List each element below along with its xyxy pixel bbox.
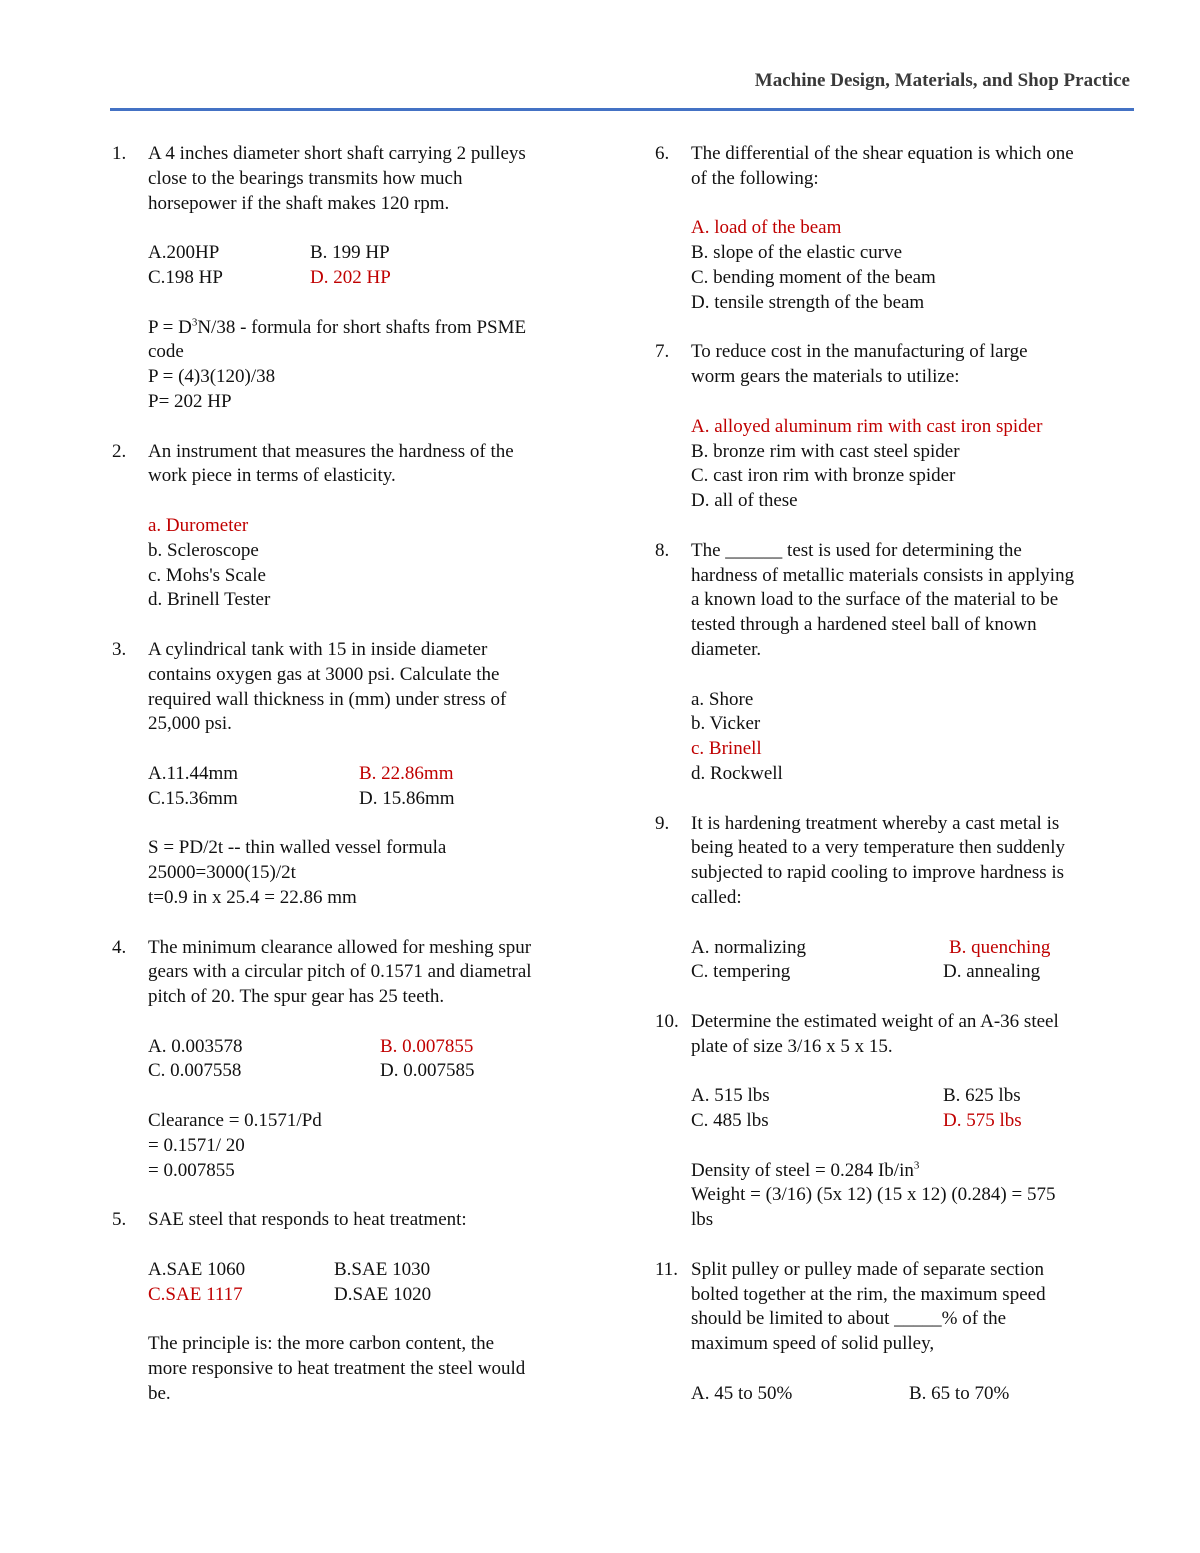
option-a: A. normalizing bbox=[691, 936, 807, 958]
answer-options bbox=[691, 1084, 1140, 1134]
correct-answer: B. 0.007855 bbox=[380, 1035, 474, 1057]
option-d: D. all of these bbox=[691, 490, 798, 512]
question-5 bbox=[112, 1208, 592, 1406]
option-c: C. cast iron rim with bronze spider bbox=[691, 465, 956, 487]
question-stem: A 4 inches diameter short shaft carrying 2 pulleys close to the bearings transmits how much horsepower if the shaft makes 120 rpm. bbox=[148, 143, 526, 214]
option-b: B. bronze rim with cast steel spider bbox=[691, 440, 960, 462]
option-c: C. bending moment of the beam bbox=[691, 266, 936, 288]
question-number: 4. bbox=[112, 936, 127, 958]
question-number: 11. bbox=[655, 1258, 679, 1280]
question-stem: It is hardening treatment whereby a cast metal is being heated to a very temperature then suddenly subjected to rapid cooling to improve hardness is called: bbox=[691, 812, 1066, 908]
correct-answer: c. Brinell bbox=[691, 738, 762, 760]
solution: Clearance = 0.1571/Pd = 0.1571/ 20 = 0.007855 bbox=[148, 1110, 322, 1181]
question-8 bbox=[655, 539, 1140, 787]
question-number: 3. bbox=[112, 638, 127, 660]
option-b: b. Vicker bbox=[691, 713, 761, 735]
option-c: c. Mohs's Scale bbox=[148, 564, 266, 586]
question-7 bbox=[655, 340, 1140, 514]
question-10 bbox=[655, 1010, 1140, 1233]
option-b: B.SAE 1030 bbox=[334, 1258, 431, 1280]
question-stem: A cylindrical tank with 15 in inside diameter contains oxygen gas at 3000 psi. Calculate the required wall thickness in (mm) under stress of 25,000 psi. bbox=[148, 638, 507, 735]
question-6 bbox=[655, 142, 1140, 316]
option-d: D. 0.007585 bbox=[380, 1060, 475, 1082]
answer-options bbox=[148, 1258, 592, 1308]
page-title: Machine Design, Materials, and Shop Practice bbox=[754, 70, 1130, 91]
option-c: C. 0.007558 bbox=[148, 1060, 242, 1082]
correct-answer: D. 202 HP bbox=[310, 266, 391, 288]
option-b: B. 625 lbs bbox=[943, 1085, 1021, 1107]
question-11 bbox=[655, 1258, 1140, 1407]
option-a: A. 0.003578 bbox=[148, 1035, 243, 1057]
question-stem: SAE steel that responds to heat treatment: bbox=[148, 1209, 467, 1231]
question-number: 9. bbox=[655, 812, 670, 834]
option-a: A. 45 to 50% bbox=[691, 1382, 793, 1404]
question-stem: The minimum clearance allowed for meshing spur gears with a circular pitch of 0.1571 and diametral pitch of 20. The spur gear has 25 teeth. bbox=[148, 936, 532, 1008]
solution: The principle is: the more carbon content, the more responsive to heat treatment the steel would be. bbox=[148, 1333, 526, 1404]
question-stem: Determine the estimated weight of an A-36 steel plate of size 3/16 x 5 x 15. bbox=[691, 1010, 1059, 1057]
option-b: b. Scleroscope bbox=[148, 539, 259, 561]
question-stem: To reduce cost in the manufacturing of large worm gears the materials to utilize: bbox=[691, 341, 1028, 388]
question-number: 2. bbox=[112, 440, 127, 462]
answer-options bbox=[148, 1035, 592, 1085]
option-c: C. 485 lbs bbox=[691, 1110, 769, 1132]
question-stem: Split pulley or pulley made of separate section bolted together at the rim, the maximum speed should be limited to about _____% of the maximum speed of solid pulley, bbox=[691, 1258, 1046, 1355]
option-c: C.15.36mm bbox=[148, 787, 238, 809]
answer-options bbox=[691, 216, 1140, 315]
answer-options bbox=[691, 936, 1140, 986]
answer-options bbox=[691, 1382, 1140, 1407]
answer-options bbox=[148, 514, 592, 613]
right-column bbox=[655, 142, 1140, 1407]
option-d: D. tensile strength of the beam bbox=[691, 291, 925, 313]
option-c: C. tempering bbox=[691, 961, 791, 983]
question-number: 8. bbox=[655, 539, 670, 561]
question-number: 6. bbox=[655, 143, 670, 164]
solution: Density of steel = 0.284 $Ib/in^3$ Weight = (3/16) (5x 12) (15 x 12) (0.284) = 575 lbs bbox=[691, 1159, 1056, 1231]
correct-answer: D. 575 lbs bbox=[943, 1110, 1022, 1132]
question-stem: An instrument that measures the hardness of the work piece in terms of elasticity. bbox=[148, 440, 514, 487]
correct-answer: A. load of the beam bbox=[691, 217, 842, 239]
option-a: a. Shore bbox=[691, 688, 754, 710]
option-a: A.11.44mm bbox=[148, 762, 239, 784]
left-column bbox=[112, 142, 592, 1407]
option-a: A. 515 lbs bbox=[691, 1085, 770, 1107]
correct-answer: B. 22.86mm bbox=[359, 762, 454, 784]
option-a: A.200HP bbox=[148, 242, 220, 264]
question-number: 5. bbox=[112, 1209, 127, 1231]
option-b: B. 65 to 70% bbox=[909, 1382, 1010, 1404]
option-a: A.SAE 1060 bbox=[148, 1258, 246, 1280]
answer-options bbox=[148, 762, 592, 812]
correct-answer: A. alloyed aluminum rim with cast iron spider bbox=[691, 415, 1043, 437]
question-number: 7. bbox=[655, 341, 670, 363]
solution: $P = D^3N/38$ - formula for short shafts from PSME code P = (4)3(120)/38 P= 202 HP bbox=[148, 316, 527, 412]
option-d: D.SAE 1020 bbox=[334, 1283, 432, 1305]
option-d: d. Rockwell bbox=[691, 762, 783, 784]
option-d: d. Brinell Tester bbox=[148, 589, 271, 611]
header-divider bbox=[110, 108, 1134, 111]
question-4 bbox=[112, 936, 592, 1184]
correct-answer: B. quenching bbox=[949, 936, 1051, 958]
solution: S = PD/2t -- thin walled vessel formula 25000=3000(15)/2t t=0.9 in x 25.4 = 22.86 mm bbox=[148, 837, 447, 908]
question-1 bbox=[112, 142, 592, 415]
option-c: C.198 HP bbox=[148, 266, 223, 288]
question-stem: The ______ test is used for determining the hardness of metallic materials consists in applying a known load to the surface of the material to be tested through a hardened steel ball of known diameter. bbox=[691, 539, 1075, 660]
option-b: B. slope of the elastic curve bbox=[691, 242, 903, 264]
answer-options bbox=[691, 688, 1140, 787]
question-9 bbox=[655, 812, 1140, 986]
question-2 bbox=[112, 440, 592, 614]
question-number: 10. bbox=[655, 1010, 679, 1032]
correct-answer: C.SAE 1117 bbox=[148, 1283, 243, 1305]
correct-answer: a. Durometer bbox=[148, 514, 249, 536]
option-d: D. 15.86mm bbox=[359, 787, 455, 809]
option-d: D. annealing bbox=[943, 961, 1041, 983]
question-number: 1. bbox=[112, 143, 127, 164]
question-3 bbox=[112, 638, 592, 911]
answer-options bbox=[691, 415, 1140, 514]
question-stem: The differential of the shear equation is which one of the following: bbox=[691, 143, 1074, 189]
answer-options bbox=[148, 241, 592, 291]
option-b: B. 199 HP bbox=[310, 242, 390, 264]
